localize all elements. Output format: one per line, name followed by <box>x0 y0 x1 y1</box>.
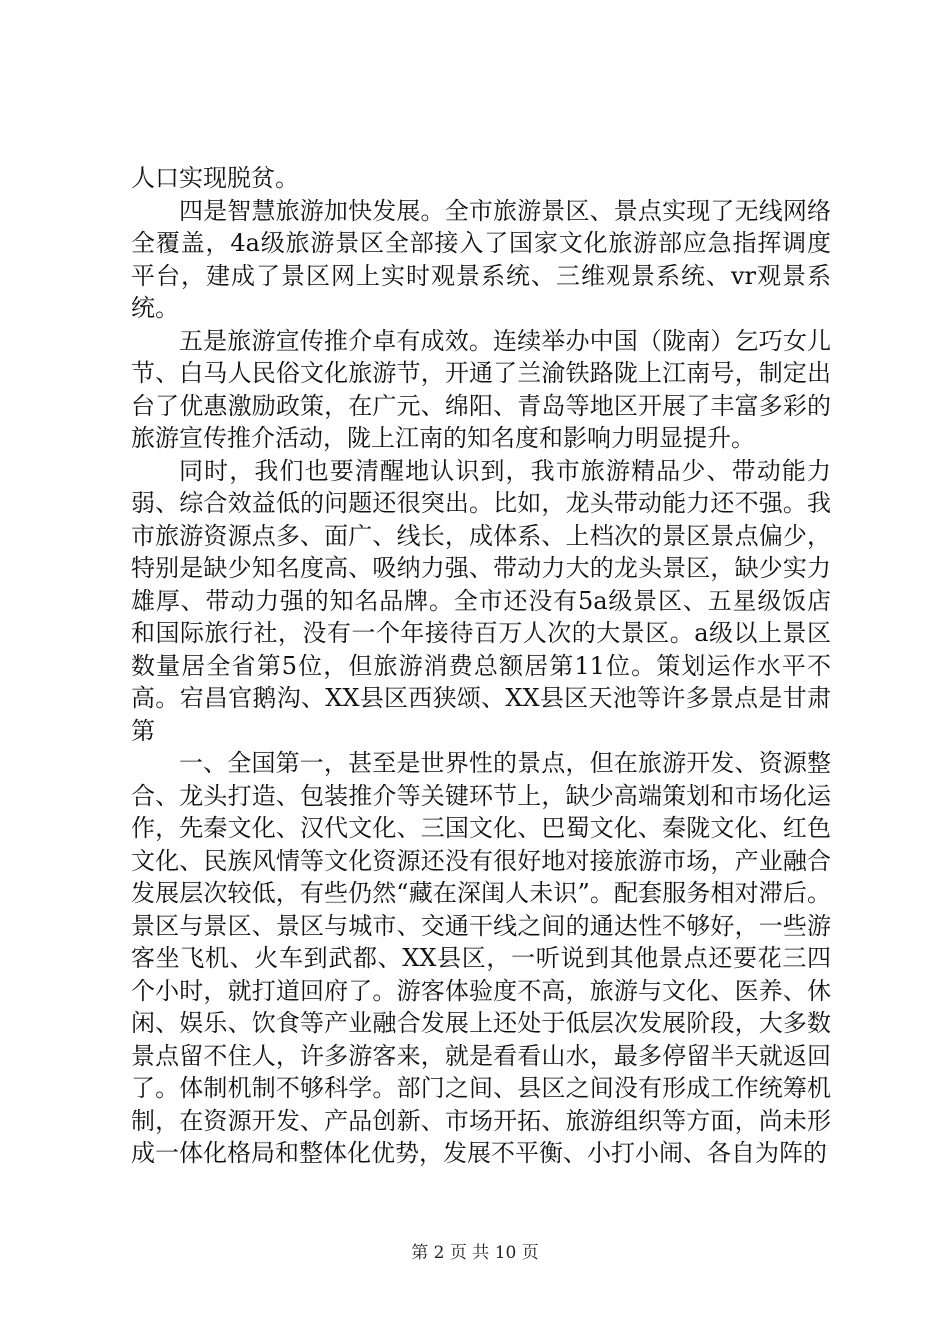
document-body <box>131 162 831 1170</box>
paragraph-4: 同时，我们也要清醒地认识到，我市旅游精品少、带动能力弱、综合效益低的问题还很突出。比如，龙头带动能力还不强。我市旅游资源点多、面广、线长，成体系、上档次的景区景点偏少，特别是缺少知名度高、吸纳力强、带动力大的龙头景区，缺少实力雄厚、带动力强的知名品牌。全市还没有5a级景区、五星级饭店和国际旅行社，没有一个年接待百万人次的大景区。a级以上景区数量居全省第5位，但旅游消费总额居第11位。策划运作水平不高。宕昌官鹅沟、XX县区西狭颂、XX县区天池等许多景点是甘肃第 <box>131 456 831 745</box>
page-number-footer: 第 2 页 共 10 页 <box>411 1243 539 1263</box>
paragraph-3: 五是旅游宣传推介卓有成效。连续举办中国（陇南）乞巧女儿节、白马人民俗文化旅游节，开通了兰渝铁路陇上江南号，制定出台了优惠激励政策，在广元、绵阳、青岛等地区开展了丰富多彩的旅游宣传推介活动，陇上江南的知名度和影响力明显提升。 <box>131 326 831 452</box>
paragraph-5: 一、全国第一，甚至是世界性的景点，但在旅游开发、资源整合、龙头打造、包装推介等关键环节上，缺少高端策划和市场化运作，先秦文化、汉代文化、三国文化、巴蜀文化、秦陇文化、红色文化、民族风情等文化资源还没有很好地对接旅游市场，产业融合发展层次较低，有些仍然“藏在深闺人未识”。配套服务相对滞后。景区与景区、景区与城市、交通干线之间的通达性不够好，一些游客坐飞机、火车到武都、XX县区，一听说到其他景点还要花三四个小时，就打道回府了。游客体验度不高，旅游与文化、医养、休闲、娱乐、饮食等产业融合发展上还处于低层次发展阶段，大多数景点留不住人，许多游客来，就是看看山水，最多停留半天就返回了。体制机制不够科学。部门之间、县区之间没有形成工作统筹机制，在资源开发、产品创新、市场开拓、旅游组织等方面，尚未形成一体化格局和整体化优势，发展不平衡、小打小闹、各自为阵的 <box>131 749 831 1167</box>
paragraph-2: 四是智慧旅游加快发展。全市旅游景区、景点实现了无线网络全覆盖，4a级旅游景区全部接入了国家文化旅游部应急指挥调度平台，建成了景区网上实时观景系统、三维观景系统、vr观景系统。 <box>131 196 831 322</box>
paragraph-1: 人口实现脱贫。 <box>131 164 299 192</box>
